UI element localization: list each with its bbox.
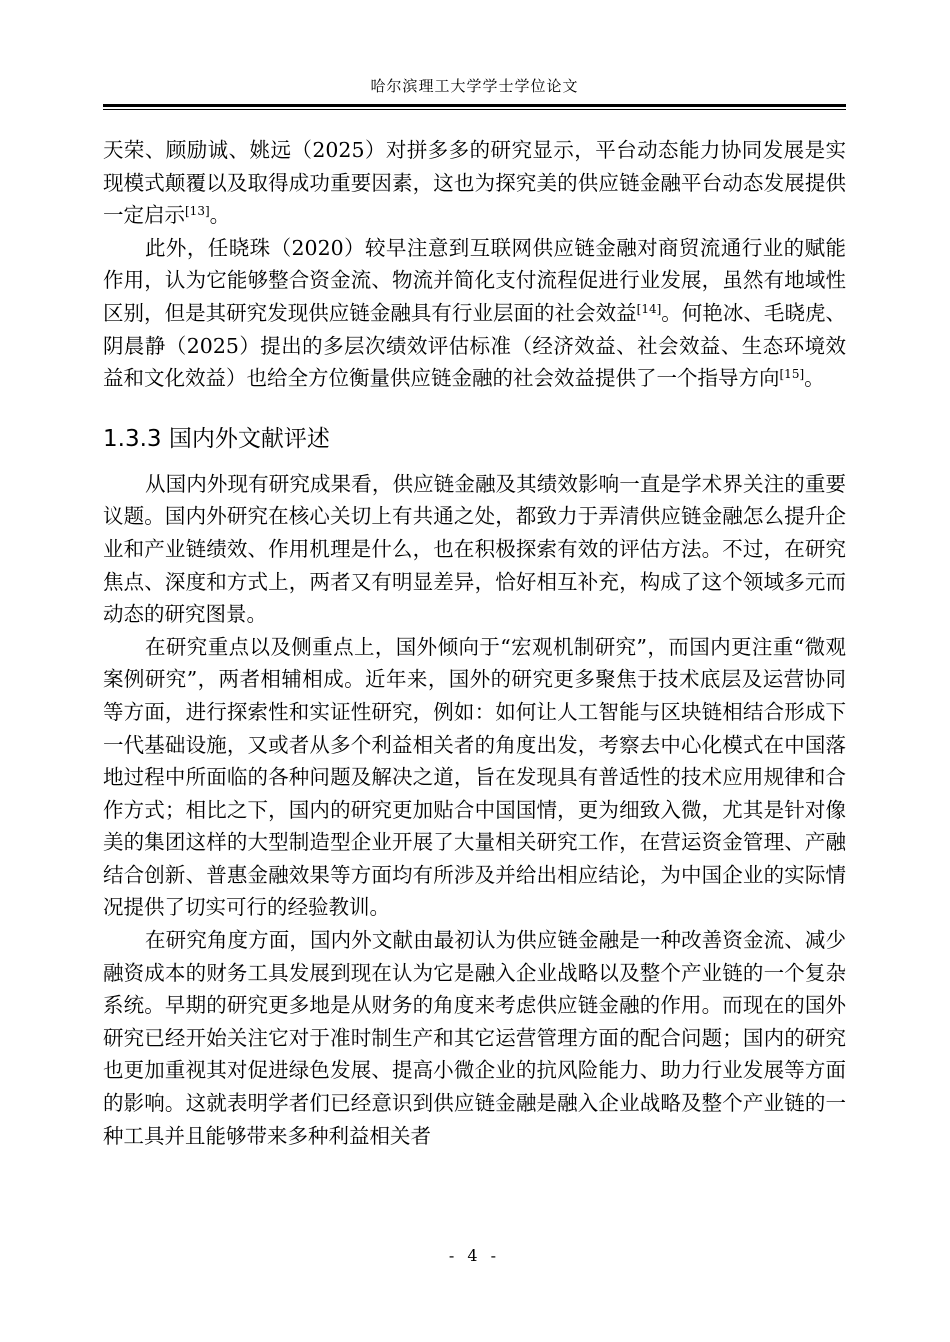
paragraph-2-text-a: 此外，任晓珠（2020）较早注意到互联网供应链金融对商贸流通行业的赋能作用，认为它能够整合资金流、物流并简化支付流程促进行业发展，虽然有地域性区别，但是其研究发现供应链金融具有行业层面的社会效益 — [103, 235, 846, 325]
header-rule-thick — [103, 104, 846, 107]
paragraph-2 — [103, 232, 846, 395]
running-header: 哈尔滨理工大学学士学位论文 — [370, 77, 579, 95]
section-heading: 1.3.3 国内外文献评述 — [103, 425, 330, 452]
paragraph-1-end: 。 — [209, 203, 231, 228]
body-text — [103, 134, 846, 1152]
header-rule-thin — [103, 109, 846, 110]
paragraph-1 — [103, 134, 846, 232]
paragraph-5: 在研究角度方面，国内外文献由最初认为供应链金融是一种改善资金流、减少融资成本的财务工具发展到现在认为它是融入企业战略以及整个产业链的一个复杂系统。早期的研究更多地是从财务的角度来考虑供应链金融的作用。而现在的国外研究已经开始关注它对于准时制生产和其它运营管理方面的配合问题；国内的研究也更加重视其对促进绿色发展、提高小微企业的抗风险能力、助力行业发展等方面的影响。这就表明学者们已经意识到供应链金融是融入企业战略及整个产业链的一种工具并且能够带来多种利益相关者 — [103, 928, 846, 1148]
citation-13: [13] — [185, 204, 210, 219]
citation-15: [15] — [779, 367, 805, 382]
citation-14: [14] — [636, 301, 662, 316]
paragraph-1-text: 天荣、顾励诚、姚远（2025）对拼多多的研究显示，平台动态能力协同发展是实现模式颠覆以及取得成功重要因素，这也为探究美的供应链金融平台动态发展提供一定启示 — [103, 138, 846, 228]
page-number: - 4 - — [448, 1246, 501, 1265]
paragraph-4: 在研究重点以及侧重点上，国外倾向于“宏观机制研究”，而国内更注重“微观案例研究”，两者相辅相成。近年来，国外的研究更多聚焦于技术底层及运营协同等方面，进行探索性和实证性研究，例如：如何让人工智能与区块链相结合形成下一代基础设施，又或者从多个利益相关者的角度出发，考察去中心化模式在中国落地过程中所面临的各种问题及解决之道，旨在发现具有普适性的技术应用规律和合作方式；相比之下，国内的研究更加贴合中国国情，更为细致入微，尤其是针对像美的集团这样的大型制造型企业开展了大量相关研究工作，在营运资金管理、产融结合创新、普惠金融效果等方面均有所涉及并给出相应结论，为中国企业的实际情况提供了切实可行的经验教训。 — [103, 634, 846, 920]
paragraph-3: 从国内外现有研究成果看，供应链金融及其绩效影响一直是学术界关注的重要议题。国内外研究在核心关切上有共通之处，都致力于弄清供应链金融怎么提升企业和产业链绩效、作用机理是什么，也在积极探索有效的评估方法。不过，在研究焦点、深度和方式上，两者又有明显差异，恰好相互补充，构成了这个领域多元而动态的研究图景。 — [103, 471, 846, 627]
paragraph-2-text-b: 。何艳冰、毛晓虎、阴晨静（2025）提出的多层次绩效评估标准（经济效益、社会效益、生态环境效益和文化效益）也给全方位衡量供应链金融的社会效益提供了一个指导方向 — [103, 300, 847, 391]
paragraph-2-end: 。 — [804, 366, 825, 391]
